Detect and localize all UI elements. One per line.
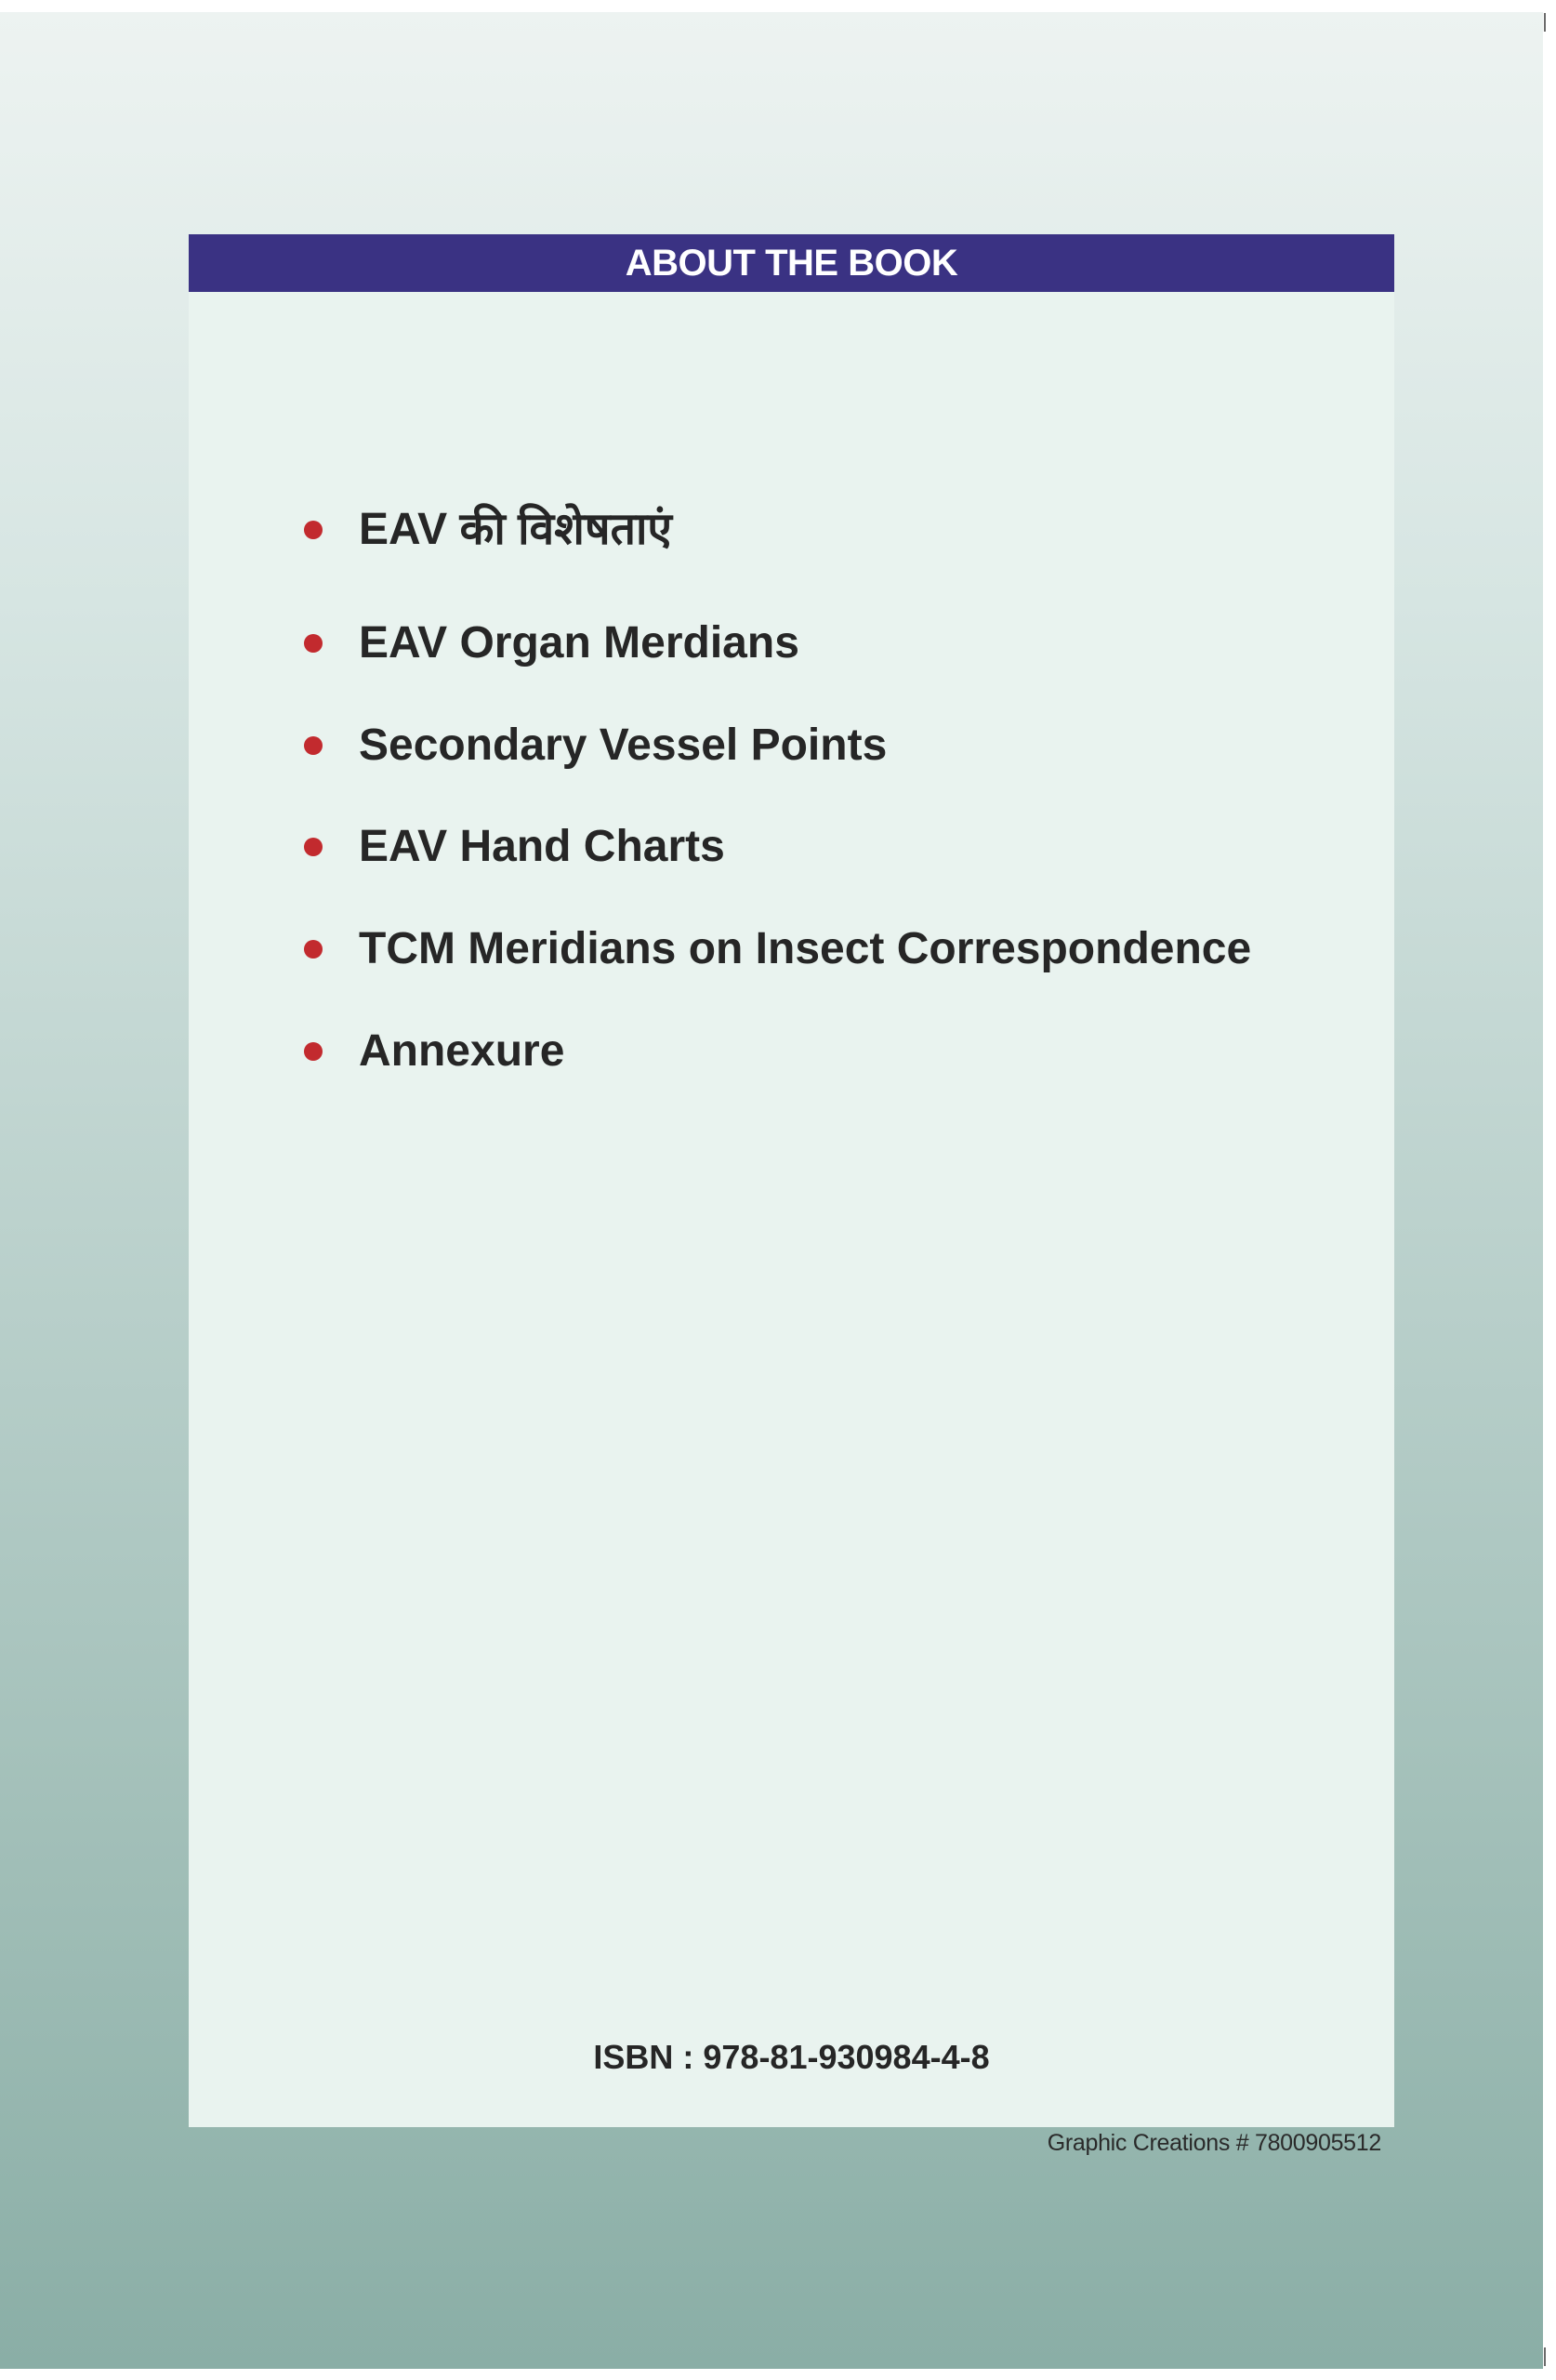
bullet-icon bbox=[304, 634, 323, 653]
designer-credit: Graphic Creations # 7800905512 bbox=[1047, 2130, 1381, 2156]
bullet-icon bbox=[304, 1042, 323, 1061]
feature-text: EAV Hand Charts bbox=[359, 822, 725, 871]
about-heading: ABOUT THE BOOK bbox=[189, 234, 1394, 292]
feature-text: Annexure bbox=[359, 1026, 565, 1076]
isbn-number: ISBN : 978-81-930984-4-8 bbox=[593, 2038, 990, 2076]
back-cover bbox=[0, 12, 1543, 2369]
feature-text: Secondary Vessel Points bbox=[359, 721, 888, 770]
bullet-icon bbox=[304, 521, 323, 539]
trim-mark-bottom bbox=[1544, 2347, 1546, 2366]
trim-mark-top bbox=[1544, 13, 1546, 32]
bullet-icon bbox=[304, 838, 323, 856]
about-panel bbox=[189, 234, 1394, 2127]
feature-text: EAV Organ Merdians bbox=[359, 618, 799, 668]
feature-text: EAV की विशेषताएं bbox=[359, 505, 672, 554]
bullet-icon bbox=[304, 940, 323, 959]
bullet-icon bbox=[304, 736, 323, 755]
feature-text: TCM Meridians on Insect Correspondence bbox=[359, 924, 1252, 973]
